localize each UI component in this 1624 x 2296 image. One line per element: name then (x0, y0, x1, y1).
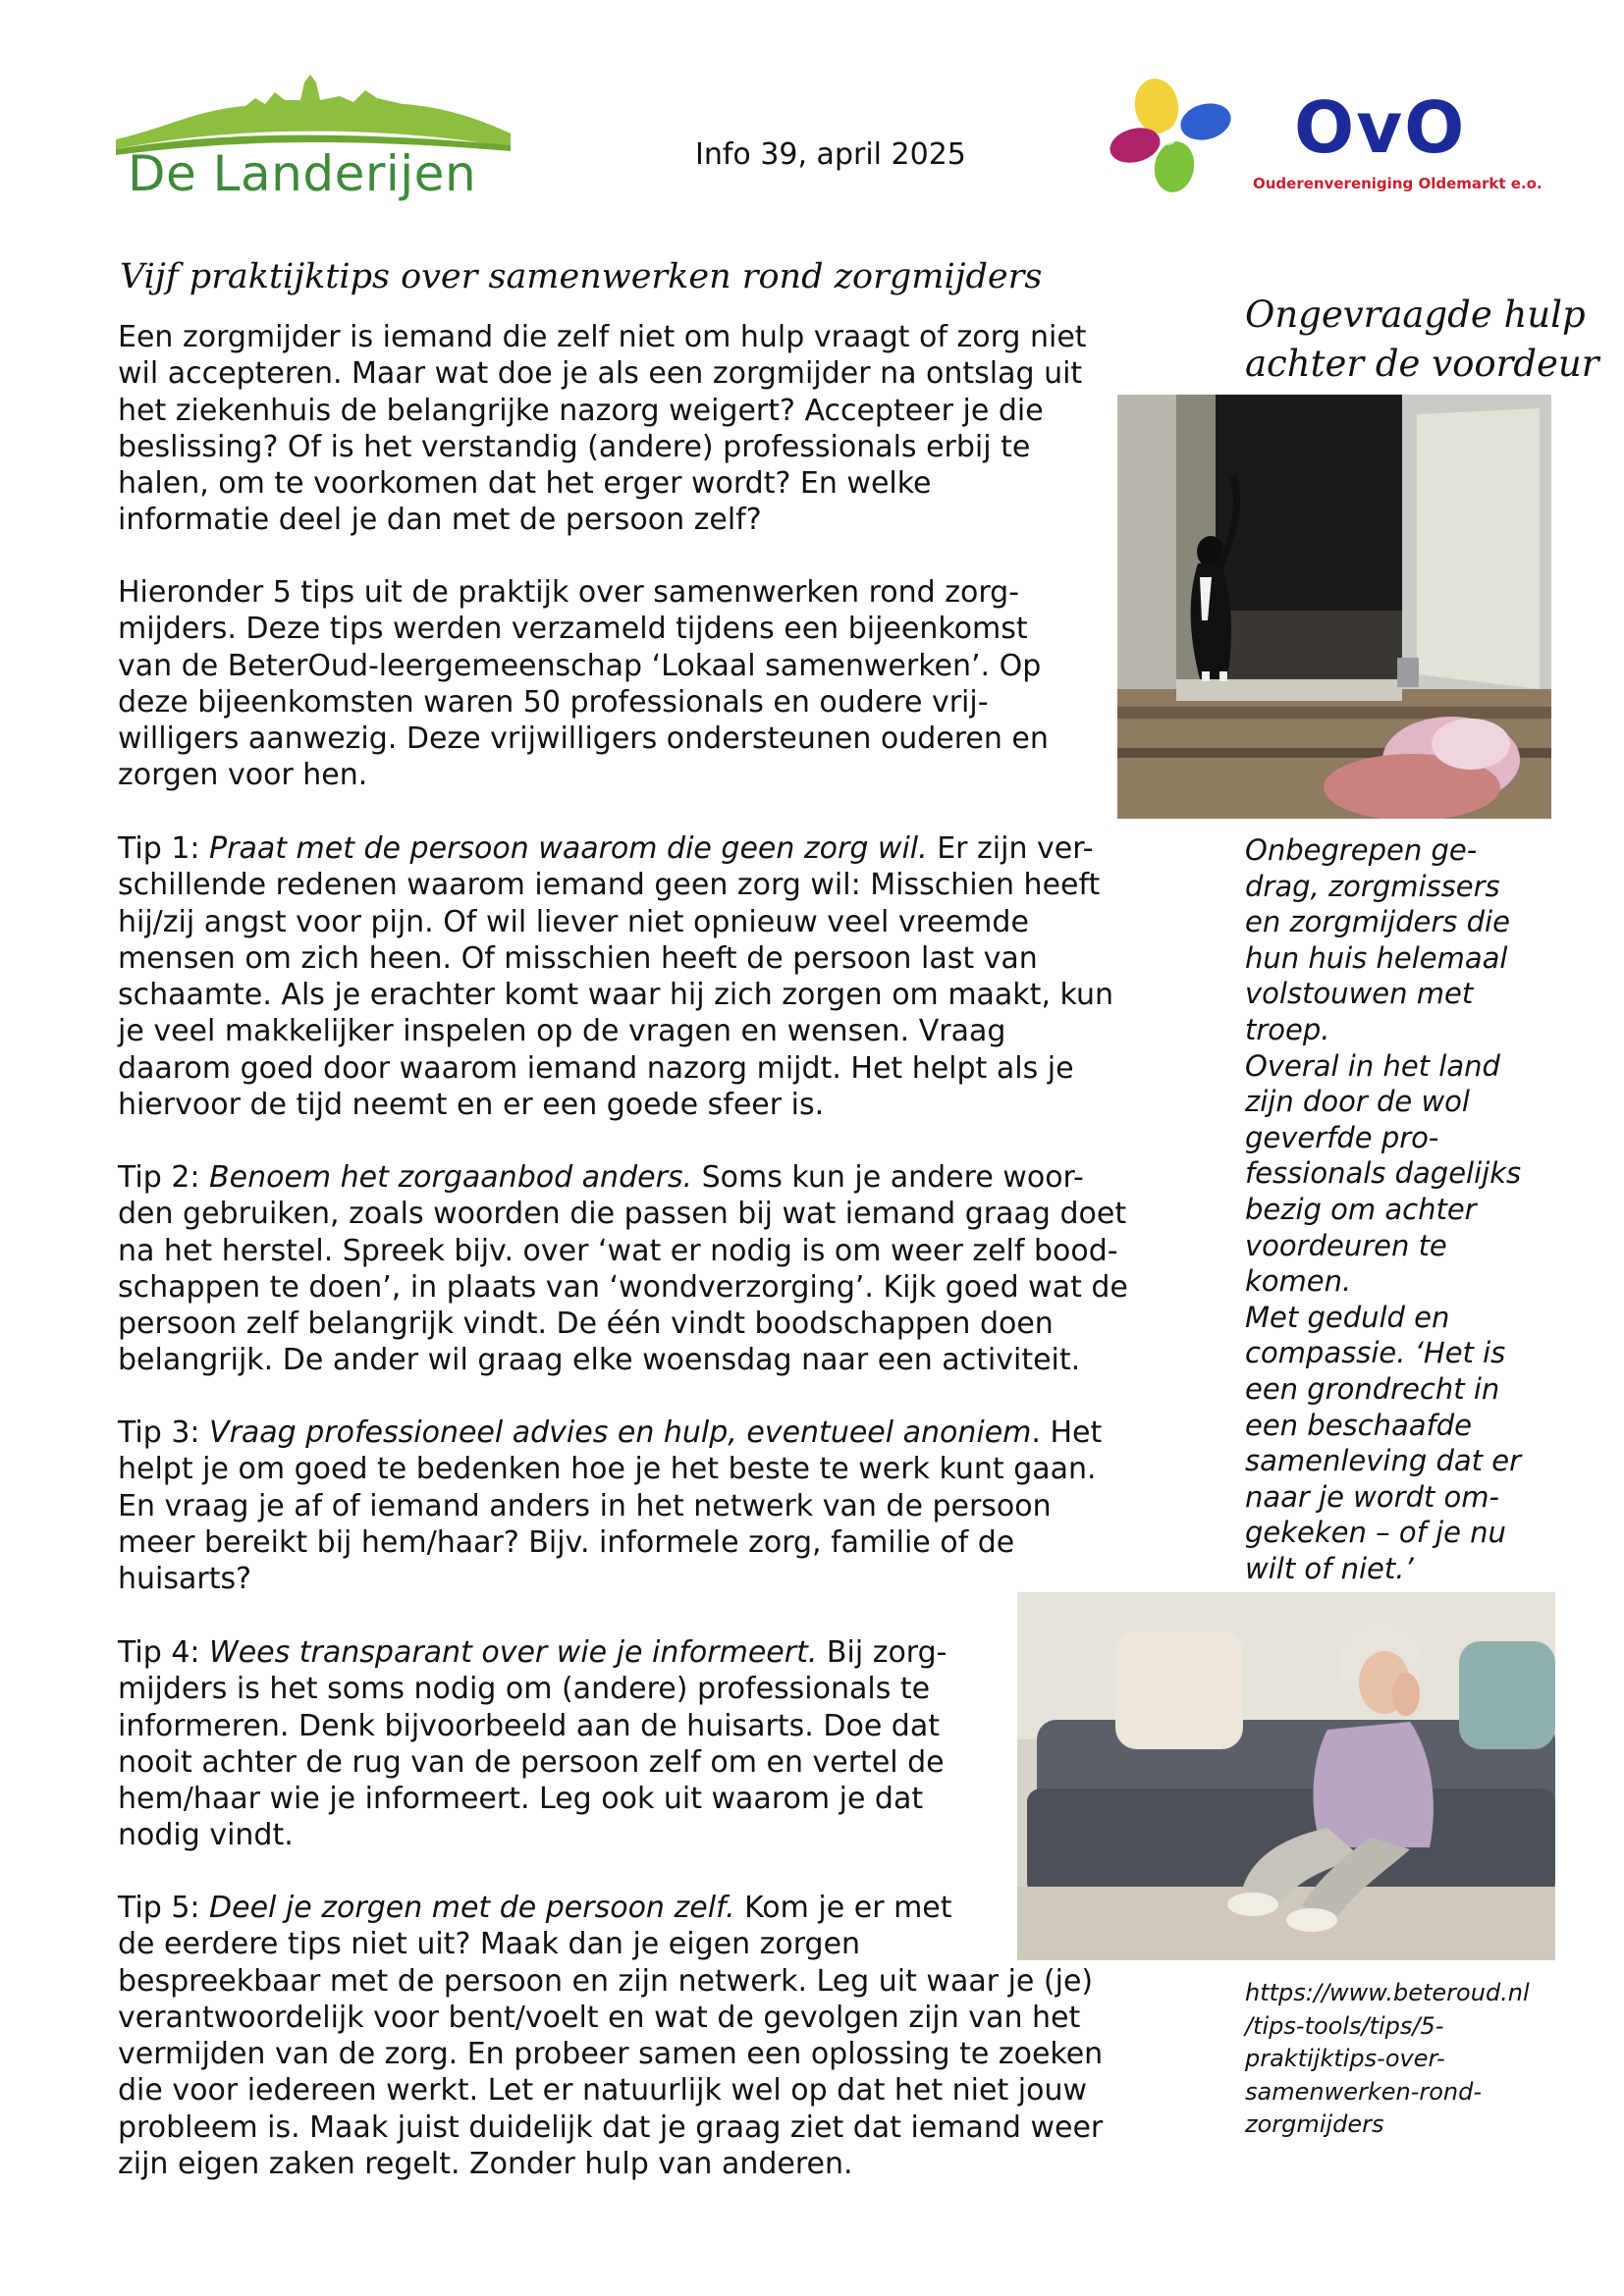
quote-line: gekeken – of je nu (1245, 1516, 1506, 1550)
issue-info: Info 39, april 2025 (695, 137, 966, 172)
text-line: nodig vindt. (118, 1818, 294, 1853)
tip-heading: Vraag professioneel advies en hulp, eventueel anoniem (209, 1415, 1032, 1450)
tip-first-rest: Bij zorg- (817, 1635, 947, 1670)
ovo-wordmark: OvO (1294, 86, 1467, 169)
tip-first-line (118, 1890, 1103, 1926)
quote-line: een grondrecht in (1245, 1371, 1500, 1406)
quote-line: komen. (1245, 1264, 1352, 1299)
text-line: wil accepteren. Maar wat doe je als een zorgmijder na ontslag uit (118, 356, 1083, 392)
quote-line: Met geduld en (1245, 1300, 1450, 1334)
quote-line: hun huis helemaal (1245, 940, 1508, 975)
tip-heading: Praat met de persoon waarom die geen zorg wil. (209, 831, 928, 866)
source-line[interactable]: praktijktips-over- (1245, 2045, 1445, 2072)
ovo-logo (1108, 77, 1549, 204)
text-line: die voor iedereen werkt. Let er natuurlijk wel op dat het niet jouw (118, 2073, 1088, 2109)
text-line: na het herstel. Spreek bijv. over ‘wat er nodig is om weer zelf bood- (118, 1233, 1118, 1268)
text-line: bespreekbaar met de persoon en zijn netwerk. Leg uit waar je (je) (118, 1963, 1094, 1999)
source-line[interactable]: zorgmijders (1245, 2110, 1384, 2138)
photo-elderly-woman-on-floor (1017, 1592, 1555, 1960)
tip-first-line (118, 1159, 1128, 1196)
text-line: meer bereikt bij hem/haar? Bijv. informele zorg, familie of de (118, 1524, 1015, 1560)
tip-5-paragraph (118, 1890, 1103, 2182)
tip-label: Tip 5: (118, 1891, 210, 1925)
context-paragraph (118, 574, 1049, 794)
tip-label: Tip 2: (118, 1160, 210, 1195)
text-line: hiervoor de tijd neemt en er een goede sfeer is. (118, 1088, 825, 1123)
tip-3-paragraph (118, 1415, 1102, 1597)
tip-heading: Wees transparant over wie je informeert. (209, 1635, 818, 1670)
text-line: deze bijeenkomsten waren 50 professionals en oudere vrij- (118, 684, 989, 720)
text-line: het ziekenhuis de belangrijke nazorg weigert? Accepteer je die (118, 393, 1044, 428)
sidebar-title (1245, 291, 1598, 389)
text-line: mijders. Deze tips werden verzameld tijdens een bijeenkomst (118, 612, 1028, 647)
text-line: probleem is. Maak juist duidelijk dat je graag ziet dat iemand weer (118, 2109, 1104, 2145)
text-line: den gebruiken, zoals woorden die passen bij wat iemand graag doet (118, 1197, 1127, 1232)
tip-label: Tip 3: (118, 1415, 210, 1450)
text-line: huisarts? (118, 1562, 252, 1597)
quote-line: geverfde pro- (1245, 1120, 1439, 1154)
text-line: vermijden van de zorg. En probeer samen een oplossing te zoeken (118, 2037, 1104, 2072)
sidebar-quote (1245, 832, 1521, 1586)
source-line[interactable]: samenwerken-rond- (1245, 2077, 1483, 2106)
tip-first-rest: Kom je er met (734, 1891, 952, 1925)
text-line: je veel makkelijker inspelen op de vragen en wensen. Vraag (118, 1014, 1006, 1049)
sidebar-title-line: Ongevraagde hulp (1245, 294, 1586, 336)
quote-line: zijn door de wol (1245, 1085, 1470, 1119)
quote-line: voordeuren te (1245, 1228, 1447, 1262)
tip-first-rest: . Het (1031, 1415, 1103, 1450)
text-line: Een zorgmijder is iemand die zelf niet om hulp vraagt of zorg niet (118, 320, 1087, 354)
text-line: informatie deel je dan met de persoon zelf? (118, 503, 762, 538)
source-line[interactable]: /tips-tools/tips/5- (1245, 2011, 1444, 2040)
text-line: schappen te doen’, in plaats van ‘wondverzorging’. Kijk goed wat de (118, 1269, 1128, 1305)
text-line: van de BeterOud-leergemeenschap ‘Lokaal samenwerken’. Op (118, 648, 1042, 683)
text-line: beslissing? Of is het verstandig (andere) professionals erbij te (118, 429, 1031, 464)
article-title: Vijf praktijktips over samenwerken rond zorgmijders (120, 257, 1043, 296)
text-line: informeren. Denk bijvoorbeeld aan de huisarts. Doe dat (118, 1708, 940, 1743)
text-line: Hieronder 5 tips uit de praktijk over samenwerken rond zorg- (118, 575, 1020, 610)
tip-label: Tip 1: (118, 831, 210, 866)
text-line: helpt je om goed te bedenken hoe je het beste te werk kunt gaan. (118, 1452, 1097, 1487)
tip-first-rest: Soms kun je andere woor- (692, 1160, 1084, 1195)
quote-line: Onbegrepen ge- (1245, 833, 1478, 867)
quote-line: compassie. ‘Het is (1245, 1336, 1506, 1370)
tip-first-rest: Er zijn ver- (927, 831, 1094, 866)
text-line: zorgen voor hen. (118, 758, 368, 793)
tip-label: Tip 4: (118, 1635, 210, 1670)
text-line: mensen om zich heen. Of misschien heeft de persoon last van (118, 940, 1038, 976)
tip-4-paragraph (118, 1634, 947, 1854)
text-line: persoon zelf belangrijk vindt. De één vindt boodschappen doen (118, 1307, 1054, 1342)
tip-heading: Deel je zorgen met de persoon zelf. (209, 1891, 735, 1925)
text-line: zijn eigen zaken regelt. Zonder hulp van anderen. (118, 2147, 853, 2182)
quote-line: wilt of niet.’ (1245, 1551, 1414, 1585)
quote-line: bezig om achter (1245, 1192, 1477, 1226)
text-line: verantwoordelijk voor bent/voelt en wat de gevolgen zijn van het (118, 2000, 1081, 2035)
flower-petals-icon (1108, 77, 1255, 204)
de-landerijen-logo (108, 71, 520, 218)
text-line: En vraag je af of iemand anders in het netwerk van de persoon (118, 1488, 1052, 1523)
quote-line: een beschaafde (1245, 1408, 1472, 1442)
quote-line: Overal in het land (1245, 1048, 1500, 1083)
quote-line: volstouwen met (1245, 977, 1474, 1011)
text-line: belangrijk. De ander wil graag elke woensdag naar een activiteit. (118, 1343, 1081, 1378)
text-line: daarom goed door waarom iemand nazorg mijdt. Het helpt als je (118, 1050, 1074, 1086)
text-line: hem/haar wie je informeert. Leg ook uit waarom je dat (118, 1782, 924, 1817)
quote-line: samenleving dat er (1245, 1444, 1522, 1478)
text-line: hij/zij angst voor pijn. Of wil liever niet opnieuw veel vreemde (118, 904, 1029, 939)
text-line: mijders is het soms nodig om (andere) professionals te (118, 1672, 931, 1707)
de-landerijen-wordmark: De Landerijen (128, 145, 477, 202)
text-line: nooit achter de rug van de persoon zelf om en vertel de (118, 1744, 945, 1780)
text-line: de eerdere tips niet uit? Maak dan je eigen zorgen (118, 1927, 861, 1962)
text-line: willigers aanwezig. Deze vrijwilligers ondersteunen ouderen en (118, 721, 1049, 757)
tip-heading: Benoem het zorgaanbod anders. (209, 1160, 693, 1195)
photo-cat-in-doorway (1117, 395, 1551, 819)
quote-line: en zorgmijders die (1245, 905, 1510, 939)
tip-first-line (118, 1415, 1102, 1451)
tip-first-line (118, 1634, 947, 1671)
text-line: schaamte. Als je erachter komt waar hij zich zorgen om maakt, kun (118, 978, 1113, 1013)
sidebar-title-line: achter de voordeur (1245, 343, 1599, 385)
source-link[interactable] (1245, 1977, 1530, 2142)
tip-1-paragraph (118, 830, 1113, 1123)
ovo-subtitle: Ouderenvereniging Oldemarkt e.o. (1253, 175, 1543, 192)
tip-2-paragraph (118, 1159, 1128, 1379)
tip-first-line (118, 830, 1113, 867)
quote-line: drag, zorgmissers (1245, 869, 1500, 903)
quote-line: fessionals dagelijks (1245, 1156, 1522, 1191)
text-line: schillende redenen waarom iemand geen zorg wil: Misschien heeft (118, 868, 1101, 903)
text-line: halen, om te voorkomen dat het erger wordt? En welke (118, 466, 932, 502)
source-line[interactable]: https://www.beteroud.nl (1245, 1979, 1530, 2006)
quote-line: troep. (1245, 1012, 1330, 1046)
intro-paragraph (118, 319, 1087, 539)
quote-line: naar je wordt om- (1245, 1479, 1500, 1514)
